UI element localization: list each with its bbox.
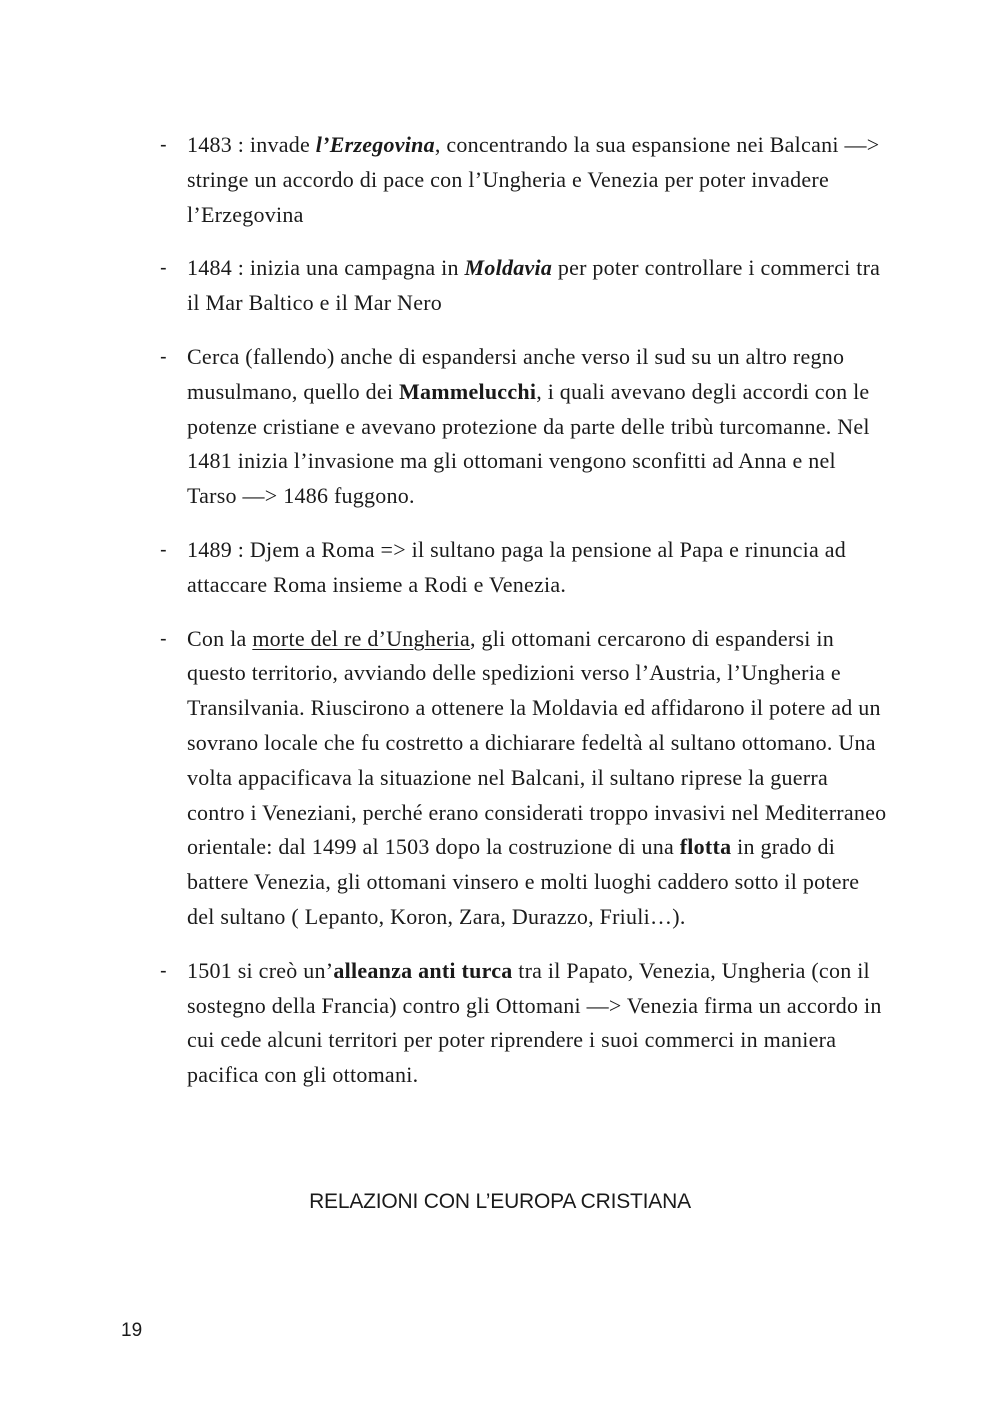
bullet-dash: -: [160, 959, 167, 982]
bullet-dash: -: [160, 134, 167, 156]
list-item-1489: [160, 533, 890, 603]
section-heading: RELAZIONI CON L’EUROPA CRISTIANA: [309, 1190, 691, 1213]
page-number: 19: [121, 1320, 143, 1341]
bullet-list: [160, 128, 890, 1112]
text-segment: 1489 : Djem a Roma => il sultano paga la pensione al Papa e rinuncia ad attaccare Roma insieme a Rodi e Venezia.: [187, 536, 847, 597]
text-segment: 1484 : inizia una campagna in: [187, 255, 465, 281]
text-segment: per poter controllare i commerci tra il Mar Baltico e il Mar Nero: [187, 255, 881, 316]
bullet-dash: -: [160, 538, 167, 561]
emphasis-alleanza: alleanza anti turca: [333, 957, 513, 983]
text-segment: 1501 si creò un’: [187, 957, 334, 983]
text-segment: Cerca (fallendo) anche di espandersi anche verso il sud su un altro regno musulmano, quello dei: [187, 343, 845, 404]
text-segment: , concentrando la sua espansione nei Balcani —> stringe un accordo di pace con l’Ungheria e Venezia per poter invadere l’Erzegovina: [187, 132, 880, 227]
text-segment: in grado di battere Venezia, gli ottomani vinsero e molti luoghi caddero sotto il potere del sultano ( Lepanto, Koron, Zara, Durazzo, Friuli…).: [187, 834, 860, 929]
list-item-1501: [160, 954, 890, 1093]
emphasis-moldavia: Moldavia: [464, 255, 553, 281]
bullet-dash: -: [160, 627, 167, 650]
emphasis-flotta: flotta: [679, 834, 732, 860]
emphasis-erzegovina: l’Erzegovina: [315, 132, 435, 157]
list-item-1484: [160, 251, 890, 321]
emphasis-mammelucchi: Mammelucchi: [399, 378, 537, 404]
text-segment: Con la: [187, 625, 253, 651]
text-segment: 1483 : invade: [187, 132, 316, 157]
text-segment: , gli ottomani cercarono di espandersi in questo territorio, avviando delle spedizioni verso l’Austria, l’Ungheria e Transilvania. Riuscirono a ottenere la Moldavia ed affidarono il potere ad un sovrano locale che fu costretto a dichiarare fedeltà al sultano ottomano. Una volta appacificava la situazione nel Balcani, il sultano riprese la guerra contro i Veneziani, perché erano considerati troppo invasivi nel Mediterraneo orientale: dal 1499 al 1503 dopo la costruzione di una: [187, 625, 887, 860]
bullet-dash: -: [160, 257, 167, 280]
list-item-1483: [160, 128, 890, 232]
bullet-dash: -: [160, 345, 167, 368]
text-segment: , i quali avevano degli accordi con le potenze cristiane e avevano protezione da parte delle tribù turcomanne. Nel 1481 inizia l’invasione ma gli ottomani vengono sconfitti ad Anna e nel Tarso —> 1486 fuggono.: [187, 378, 870, 509]
list-item-ungheria: [160, 622, 890, 935]
underline-morte-del-re: morte del re d’Ungheria: [252, 625, 471, 651]
list-item-mammelucchi: [160, 340, 890, 514]
text-segment: tra il Papato, Venezia, Ungheria (con il sostegno della Francia) contro gli Ottomani —> Venezia firma un accordo in cui cede alcuni territori per poter riprendere i suoi commerci in maniera pacifica con gli ottomani.: [187, 957, 882, 1088]
